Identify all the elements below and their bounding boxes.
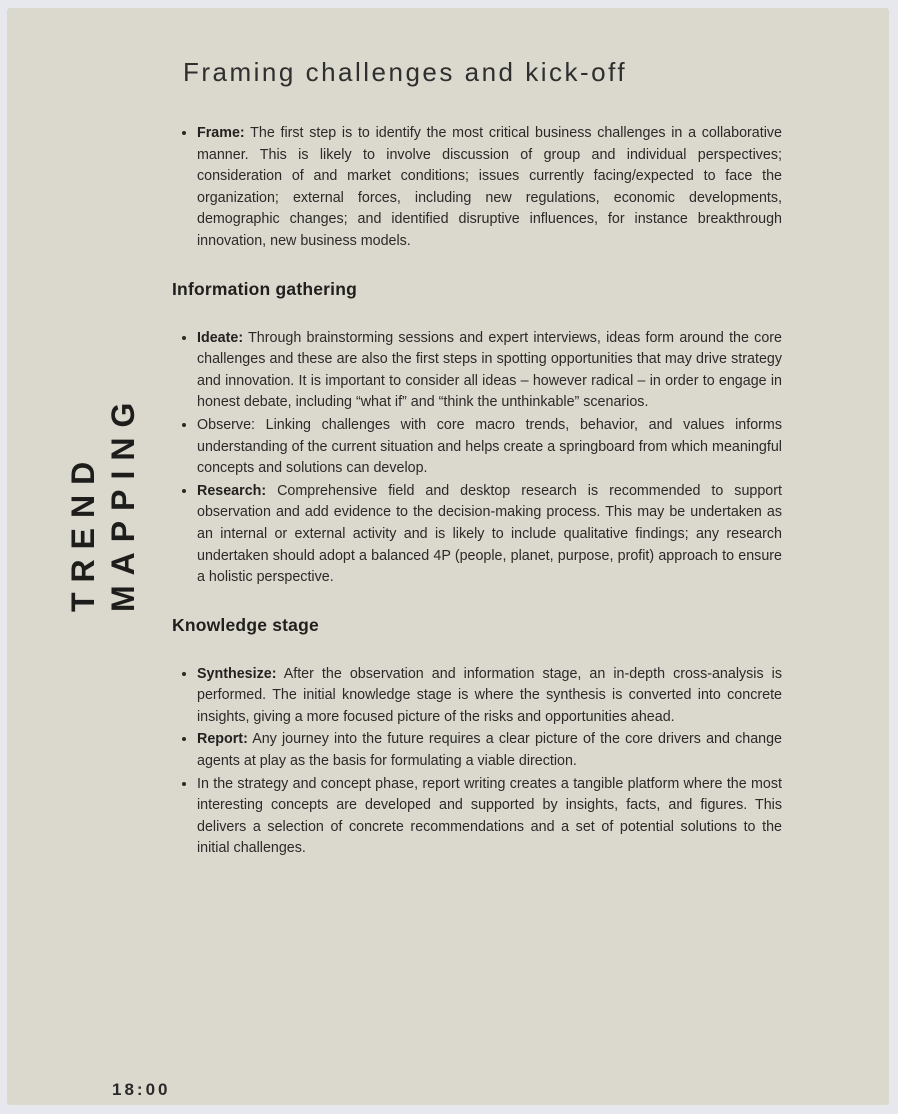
bullet-text: In the strategy and concept phase, report writing creates a tangible platform where the most interesting concepts are developed and supported by insights, facts, and figures. This delivers a selection of concrete recommendations and a set of potential solutions to the initial challenges. — [197, 775, 782, 857]
bullet-text: Observe: Linking challenges with core macro trends, behavior, and values informs understanding of the current situation and helps create a springboard from which meaningful concepts and solutions can develop. — [197, 416, 782, 477]
bullet-text: The first step is to identify the most critical business challenges in a collaborative manner. This is likely to involve discussion of group and individual perspectives; consideration of and market conditions; issues currently facing/expected to face the organization; external forces, including new regulations, economic developments, demographic changes; and identified disruptive influences, for instance breakthrough innovation, new business models. — [197, 125, 782, 249]
bullet-item-synthesize — [197, 663, 782, 729]
bullet-item-report — [197, 728, 782, 772]
bullet-item-research — [197, 480, 782, 589]
bullet-lead: Research: — [197, 482, 267, 499]
bullet-item-strategy-concept — [197, 773, 782, 860]
bullet-text: Through brainstorming sessions and expert interviews, ideas form around the core challenges and these are also the first steps in spotting opportunities that may drive strategy and innovation. It is important to consider all ideas – however radical – in order to engage in honest debate, including “what if” and “think the unthinkable” scenarios. — [197, 329, 782, 411]
bullet-lead: Report: — [197, 731, 248, 748]
bullet-item-ideate — [197, 327, 782, 414]
page-title: Framing challenges and kick-off — [183, 57, 628, 87]
bullet-item-observe — [197, 414, 782, 480]
bullet-lead: Ideate: — [197, 329, 244, 346]
bullet-text: Any journey into the future requires a clear picture of the core drivers and change agents at play as the basis for formulating a viable direction. — [197, 731, 782, 770]
bullet-lead: Frame: — [197, 125, 245, 141]
page-card — [7, 8, 889, 1105]
chapter-side-label — [63, 393, 143, 612]
intro-bullet-list — [172, 122, 782, 253]
content-column — [172, 54, 782, 860]
bullet-item-frame — [197, 122, 782, 253]
knowledge-stage-bullet-list — [172, 663, 782, 860]
bullet-text: Comprehensive field and desktop research is recommended to support observation and add evidence to the decision-making process. This may be undertaken as an internal or external activity and is likely to include qualitative findings; any research undertaken should adopt a balanced 4P (people, planet, purpose, profit) approach to ensure a holistic perspective. — [197, 482, 782, 586]
section-heading-knowledge-stage: Knowledge stage — [172, 614, 319, 635]
section-heading-information-gathering: Information gathering — [172, 278, 358, 299]
page-number-time: 18:00 — [112, 1080, 171, 1099]
bullet-lead: Synthesize: — [197, 665, 277, 682]
bullet-text: After the observation and information stage, an in-depth cross-analysis is performed. The initial knowledge stage is where the synthesis is converted into concrete insights, giving a more focused picture of the risks and opportunities ahead. — [197, 665, 782, 725]
information-gathering-bullet-list — [172, 327, 782, 589]
side-label-line-2: MAPPING — [105, 392, 141, 612]
side-label-line-1: TREND — [65, 451, 101, 612]
